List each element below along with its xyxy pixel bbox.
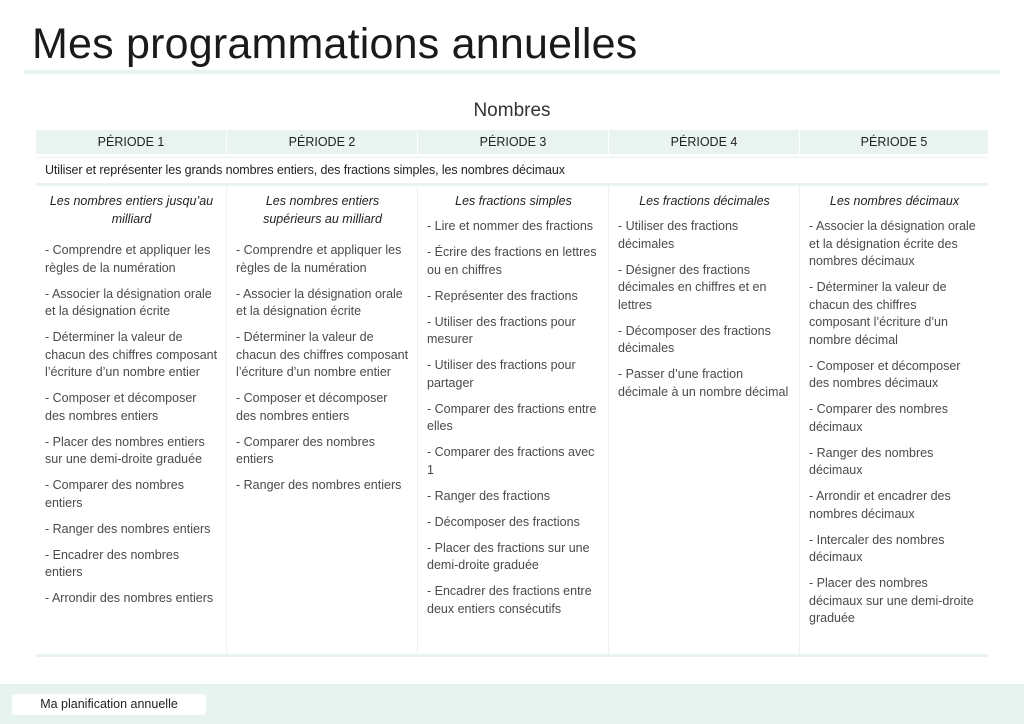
list-item: - Utiliser des fractions décimales: [618, 219, 739, 251]
list-item: - Comparer des nombres entiers: [45, 478, 184, 510]
list-item: - Composer et décomposer des nombres entiers: [236, 391, 388, 423]
period-column-1: [36, 186, 226, 654]
list-item: - Décomposer des fractions décimales: [618, 323, 771, 355]
period-header-5: PÉRIODE 5: [800, 130, 988, 154]
list-item: - Ranger des nombres décimaux: [809, 445, 934, 477]
list-item: - Déterminer la valeur de chacun des chiffres composant l’écriture d’un nombre décimal: [809, 280, 948, 347]
section-title: Nombres: [473, 100, 551, 121]
column-heading: Les fractions décimales: [639, 194, 770, 208]
list-item: - Utiliser des fractions pour partager: [427, 358, 576, 390]
list-item: - Déterminer la valeur de chacun des chiffres composant l’écriture d’un nombre entier: [236, 330, 409, 379]
column-heading: Les nombres entiers jusqu’au milliard: [49, 194, 214, 226]
column-heading: Les nombres décimaux: [829, 194, 960, 208]
period-column-3: [418, 186, 608, 654]
period-header-4: PÉRIODE 4: [609, 130, 799, 154]
page-title: Mes programmations annuelles: [32, 20, 638, 68]
list-item: - Comparer des fractions entre elles: [427, 401, 597, 433]
list-item: - Désigner des fractions décimales en chiffres et en lettres: [618, 262, 767, 312]
table-subtitle: Utiliser et représenter les grands nombres entiers, des fractions simples, les nombres décimaux: [36, 157, 988, 183]
period-column-5: [800, 186, 988, 654]
list-item: - Décomposer des fractions: [427, 514, 580, 529]
list-item: - Arrondir et encadrer des nombres décimaux: [809, 489, 951, 521]
list-item: - Placer des nombres entiers sur une demi-droite graduée: [45, 434, 205, 466]
period-header-1: PÉRIODE 1: [36, 130, 226, 154]
footer-label: Ma planification annuelle: [12, 694, 206, 715]
list-item: - Représenter des fractions: [427, 288, 578, 303]
list-item: - Placer des nombres décimaux sur une demi-droite graduée: [809, 576, 974, 625]
list-item: - Comparer des fractions avec 1: [427, 445, 595, 477]
column-heading: Les nombres entiers supérieurs au milliard: [263, 194, 382, 226]
period-header-row: [36, 130, 988, 154]
column-heading: Les fractions simples: [455, 194, 572, 208]
list-item: - Comprendre et appliquer les règles de la numération: [45, 243, 211, 275]
list-item: - Ranger des fractions: [427, 488, 550, 503]
list-item: - Associer la désignation orale et la désignation écrite: [45, 286, 212, 318]
list-item: - Comparer des nombres entiers: [236, 434, 375, 466]
list-item: - Comparer des nombres décimaux: [809, 402, 948, 434]
period-column-4: [609, 186, 799, 654]
period-header-3: PÉRIODE 3: [418, 130, 608, 154]
list-item: - Encadrer des fractions entre deux entiers consécutifs: [427, 584, 592, 616]
period-column-2: [227, 186, 417, 654]
list-item: - Associer la désignation orale et la désignation écrite: [236, 286, 403, 318]
list-item: - Composer et décomposer des nombres entiers: [45, 391, 197, 423]
list-item: - Déterminer la valeur de chacun des chiffres composant l’écriture d’un nombre entier: [45, 330, 218, 379]
list-item: - Lire et nommer des fractions: [427, 219, 594, 233]
period-header-2: PÉRIODE 2: [227, 130, 417, 154]
list-item: - Intercaler des nombres décimaux: [809, 532, 945, 564]
list-item: - Passer d’une fraction décimale à un nombre décimal: [618, 367, 789, 399]
list-item: - Comprendre et appliquer les règles de la numération: [236, 243, 402, 275]
list-item: - Écrire des fractions en lettres ou en chiffres: [427, 245, 597, 277]
list-item: - Composer et décomposer des nombres décimaux: [809, 358, 961, 390]
list-item: - Placer des fractions sur une demi-droite graduée: [427, 540, 590, 572]
list-item: - Associer la désignation orale et la désignation écrite des nombres décimaux: [809, 219, 976, 268]
list-item: - Ranger des nombres entiers: [236, 478, 402, 492]
list-item: - Ranger des nombres entiers: [45, 521, 211, 536]
programming-table: [36, 130, 988, 657]
list-item: - Arrondir des nombres entiers: [45, 591, 214, 605]
list-item: - Encadrer des nombres entiers: [45, 547, 180, 579]
period-columns: [36, 186, 988, 657]
list-item: - Utiliser des fractions pour mesurer: [427, 314, 576, 346]
title-underline: [24, 70, 1000, 74]
